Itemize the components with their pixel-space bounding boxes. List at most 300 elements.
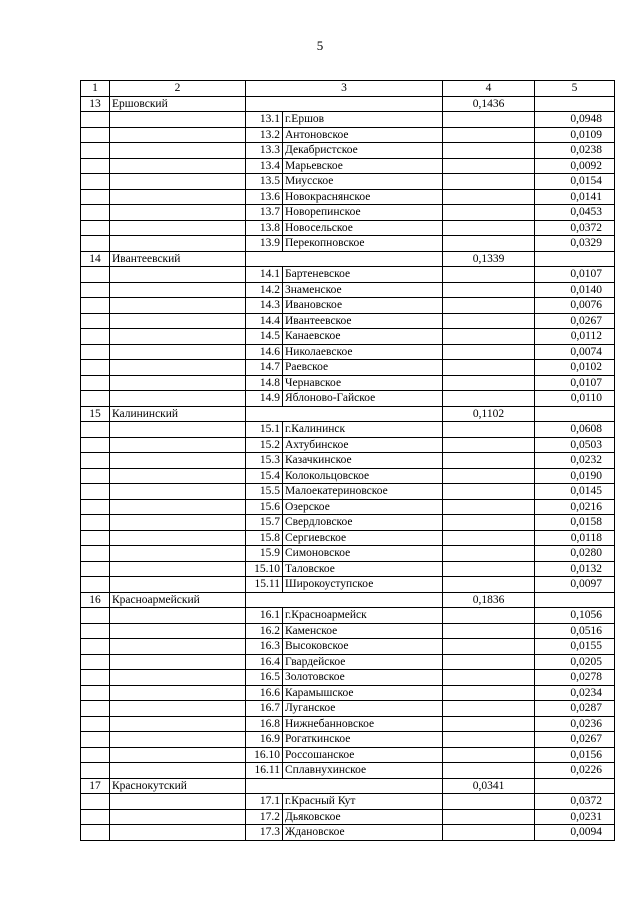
settlement-code: 13.5 bbox=[246, 174, 283, 190]
settlement-row bbox=[81, 220, 615, 236]
settlement-row bbox=[81, 158, 615, 174]
settlement-code: 13.2 bbox=[246, 127, 283, 143]
settlement-code: 17.3 bbox=[246, 825, 283, 841]
empty-cell bbox=[443, 546, 535, 562]
settlement-code: 14.1 bbox=[246, 267, 283, 283]
header-row bbox=[81, 81, 615, 97]
settlement-name: Ахтубинское bbox=[283, 437, 443, 453]
settlement-code: 14.6 bbox=[246, 344, 283, 360]
empty-cell bbox=[81, 143, 110, 159]
settlement-value: 0,0372 bbox=[535, 220, 615, 236]
settlement-name: Ивантеевское bbox=[283, 313, 443, 329]
settlement-value: 0,0280 bbox=[535, 546, 615, 562]
empty-cell bbox=[443, 329, 535, 345]
empty-cell bbox=[81, 391, 110, 407]
district-value: 0,1339 bbox=[443, 251, 535, 267]
empty-cell bbox=[81, 716, 110, 732]
empty-cell bbox=[110, 484, 246, 500]
empty-cell bbox=[110, 515, 246, 531]
settlement-name: Нижнебанновское bbox=[283, 716, 443, 732]
district-row bbox=[81, 406, 615, 422]
empty-cell bbox=[81, 189, 110, 205]
empty-cell bbox=[443, 654, 535, 670]
column-header: 4 bbox=[443, 81, 535, 97]
empty-cell bbox=[246, 96, 443, 112]
settlement-row bbox=[81, 143, 615, 159]
settlement-value: 0,0232 bbox=[535, 453, 615, 469]
settlement-row bbox=[81, 375, 615, 391]
settlement-value: 0,0372 bbox=[535, 794, 615, 810]
empty-cell bbox=[443, 623, 535, 639]
empty-cell bbox=[81, 809, 110, 825]
empty-cell bbox=[443, 158, 535, 174]
empty-cell bbox=[81, 499, 110, 515]
empty-cell bbox=[110, 313, 246, 329]
settlement-row bbox=[81, 112, 615, 128]
settlement-code: 15.7 bbox=[246, 515, 283, 531]
empty-cell bbox=[535, 592, 615, 608]
settlement-code: 16.7 bbox=[246, 701, 283, 717]
settlement-code: 13.4 bbox=[246, 158, 283, 174]
settlement-name: Ивановское bbox=[283, 298, 443, 314]
settlement-name: Перекопновское bbox=[283, 236, 443, 252]
district-value: 0,1102 bbox=[443, 406, 535, 422]
empty-cell bbox=[110, 546, 246, 562]
settlement-code: 15.3 bbox=[246, 453, 283, 469]
empty-cell bbox=[443, 282, 535, 298]
settlement-code: 15.8 bbox=[246, 530, 283, 546]
settlement-code: 15.9 bbox=[246, 546, 283, 562]
settlement-row bbox=[81, 468, 615, 484]
settlement-value: 0,0216 bbox=[535, 499, 615, 515]
settlement-code: 16.9 bbox=[246, 732, 283, 748]
empty-cell bbox=[246, 592, 443, 608]
settlement-code: 16.2 bbox=[246, 623, 283, 639]
settlement-value: 0,0097 bbox=[535, 577, 615, 593]
empty-cell bbox=[443, 747, 535, 763]
settlement-name: Сергиевское bbox=[283, 530, 443, 546]
empty-cell bbox=[110, 437, 246, 453]
settlement-code: 14.4 bbox=[246, 313, 283, 329]
district-name: Красноармейский bbox=[110, 592, 246, 608]
empty-cell bbox=[443, 236, 535, 252]
settlement-name: Гвардейское bbox=[283, 654, 443, 670]
settlement-value: 0,0110 bbox=[535, 391, 615, 407]
allocation-table bbox=[80, 80, 615, 841]
settlement-row bbox=[81, 747, 615, 763]
settlement-code: 17.2 bbox=[246, 809, 283, 825]
settlement-code: 15.5 bbox=[246, 484, 283, 500]
empty-cell bbox=[110, 747, 246, 763]
district-name: Ивантеевский bbox=[110, 251, 246, 267]
settlement-value: 0,0190 bbox=[535, 468, 615, 484]
settlement-row bbox=[81, 267, 615, 283]
settlement-name: Новосельское bbox=[283, 220, 443, 236]
settlement-value: 0,0948 bbox=[535, 112, 615, 128]
empty-cell bbox=[443, 143, 535, 159]
empty-cell bbox=[535, 96, 615, 112]
empty-cell bbox=[443, 360, 535, 376]
empty-cell bbox=[443, 484, 535, 500]
empty-cell bbox=[443, 468, 535, 484]
settlement-value: 0,0102 bbox=[535, 360, 615, 376]
empty-cell bbox=[110, 236, 246, 252]
settlement-value: 0,0158 bbox=[535, 515, 615, 531]
empty-cell bbox=[246, 778, 443, 794]
empty-cell bbox=[81, 701, 110, 717]
empty-cell bbox=[443, 267, 535, 283]
settlement-name: Золотовское bbox=[283, 670, 443, 686]
empty-cell bbox=[110, 701, 246, 717]
settlement-row bbox=[81, 654, 615, 670]
empty-cell bbox=[443, 205, 535, 221]
settlement-value: 0,0236 bbox=[535, 716, 615, 732]
empty-cell bbox=[81, 127, 110, 143]
empty-cell bbox=[443, 422, 535, 438]
empty-cell bbox=[81, 794, 110, 810]
empty-cell bbox=[81, 437, 110, 453]
settlement-row bbox=[81, 623, 615, 639]
settlement-value: 0,1056 bbox=[535, 608, 615, 624]
settlement-row bbox=[81, 499, 615, 515]
empty-cell bbox=[110, 143, 246, 159]
settlement-row bbox=[81, 329, 615, 345]
empty-cell bbox=[443, 701, 535, 717]
empty-cell bbox=[110, 654, 246, 670]
empty-cell bbox=[81, 236, 110, 252]
empty-cell bbox=[81, 329, 110, 345]
settlement-row bbox=[81, 205, 615, 221]
settlement-row bbox=[81, 716, 615, 732]
settlement-row bbox=[81, 189, 615, 205]
settlement-name: Бартеневское bbox=[283, 267, 443, 283]
empty-cell bbox=[443, 112, 535, 128]
settlement-name: Рогаткинское bbox=[283, 732, 443, 748]
settlement-value: 0,0140 bbox=[535, 282, 615, 298]
empty-cell bbox=[443, 716, 535, 732]
empty-cell bbox=[110, 639, 246, 655]
empty-cell bbox=[81, 422, 110, 438]
district-name: Краснокутский bbox=[110, 778, 246, 794]
empty-cell bbox=[81, 174, 110, 190]
empty-cell bbox=[110, 608, 246, 624]
empty-cell bbox=[81, 267, 110, 283]
empty-cell bbox=[443, 313, 535, 329]
page-number: 5 bbox=[316, 38, 324, 53]
empty-cell bbox=[110, 453, 246, 469]
empty-cell bbox=[443, 685, 535, 701]
empty-cell bbox=[535, 251, 615, 267]
settlement-row bbox=[81, 825, 615, 841]
empty-cell bbox=[443, 732, 535, 748]
settlement-name: Канаевское bbox=[283, 329, 443, 345]
settlement-row bbox=[81, 670, 615, 686]
settlement-code: 13.8 bbox=[246, 220, 283, 236]
empty-cell bbox=[443, 809, 535, 825]
empty-cell bbox=[443, 499, 535, 515]
empty-cell bbox=[81, 205, 110, 221]
settlement-row bbox=[81, 685, 615, 701]
district-name: Калининский bbox=[110, 406, 246, 422]
settlement-code: 14.3 bbox=[246, 298, 283, 314]
settlement-value: 0,0503 bbox=[535, 437, 615, 453]
empty-cell bbox=[81, 732, 110, 748]
empty-cell bbox=[110, 468, 246, 484]
settlement-name: Раевское bbox=[283, 360, 443, 376]
settlement-code: 16.1 bbox=[246, 608, 283, 624]
settlement-code: 15.2 bbox=[246, 437, 283, 453]
settlement-code: 16.11 bbox=[246, 763, 283, 779]
settlement-row bbox=[81, 282, 615, 298]
settlement-value: 0,0205 bbox=[535, 654, 615, 670]
empty-cell bbox=[110, 220, 246, 236]
settlement-value: 0,0156 bbox=[535, 747, 615, 763]
empty-cell bbox=[81, 360, 110, 376]
settlement-name: Колокольцовское bbox=[283, 468, 443, 484]
settlement-name: Луганское bbox=[283, 701, 443, 717]
settlement-value: 0,0231 bbox=[535, 809, 615, 825]
settlement-name: Карамышское bbox=[283, 685, 443, 701]
empty-cell bbox=[110, 298, 246, 314]
settlement-code: 16.8 bbox=[246, 716, 283, 732]
settlement-name: Чернавское bbox=[283, 375, 443, 391]
empty-cell bbox=[81, 344, 110, 360]
empty-cell bbox=[81, 654, 110, 670]
settlement-row bbox=[81, 484, 615, 500]
settlement-code: 16.4 bbox=[246, 654, 283, 670]
empty-cell bbox=[535, 778, 615, 794]
settlement-row bbox=[81, 236, 615, 252]
settlement-row bbox=[81, 360, 615, 376]
empty-cell bbox=[81, 530, 110, 546]
empty-cell bbox=[443, 530, 535, 546]
empty-cell bbox=[110, 189, 246, 205]
settlement-name: Яблоново-Гайское bbox=[283, 391, 443, 407]
empty-cell bbox=[110, 685, 246, 701]
settlement-row bbox=[81, 732, 615, 748]
empty-cell bbox=[81, 639, 110, 655]
settlement-row bbox=[81, 422, 615, 438]
empty-cell bbox=[443, 561, 535, 577]
settlement-value: 0,0278 bbox=[535, 670, 615, 686]
settlement-code: 17.1 bbox=[246, 794, 283, 810]
settlement-name: г.Красноармейск bbox=[283, 608, 443, 624]
settlement-name: Россошанское bbox=[283, 747, 443, 763]
district-value: 0,1436 bbox=[443, 96, 535, 112]
empty-cell bbox=[443, 794, 535, 810]
settlement-value: 0,0453 bbox=[535, 205, 615, 221]
district-row bbox=[81, 96, 615, 112]
empty-cell bbox=[246, 251, 443, 267]
empty-cell bbox=[110, 282, 246, 298]
settlement-value: 0,0112 bbox=[535, 329, 615, 345]
settlement-code: 14.9 bbox=[246, 391, 283, 407]
settlement-code: 14.8 bbox=[246, 375, 283, 391]
empty-cell bbox=[81, 546, 110, 562]
settlement-name: г.Красный Кут bbox=[283, 794, 443, 810]
empty-cell bbox=[110, 794, 246, 810]
settlement-row bbox=[81, 763, 615, 779]
empty-cell bbox=[110, 763, 246, 779]
settlement-row bbox=[81, 577, 615, 593]
empty-cell bbox=[110, 127, 246, 143]
empty-cell bbox=[443, 639, 535, 655]
empty-cell bbox=[81, 484, 110, 500]
settlement-value: 0,0234 bbox=[535, 685, 615, 701]
settlement-value: 0,0074 bbox=[535, 344, 615, 360]
settlement-name: г.Ершов bbox=[283, 112, 443, 128]
settlement-name: Таловское bbox=[283, 561, 443, 577]
empty-cell bbox=[443, 298, 535, 314]
empty-cell bbox=[81, 577, 110, 593]
empty-cell bbox=[110, 809, 246, 825]
empty-cell bbox=[443, 608, 535, 624]
settlement-code: 16.5 bbox=[246, 670, 283, 686]
column-header: 1 bbox=[81, 81, 110, 97]
empty-cell bbox=[110, 329, 246, 345]
empty-cell bbox=[110, 499, 246, 515]
settlement-row bbox=[81, 391, 615, 407]
settlement-name: Знаменское bbox=[283, 282, 443, 298]
settlement-name: Новокраснянское bbox=[283, 189, 443, 205]
empty-cell bbox=[443, 763, 535, 779]
settlement-row bbox=[81, 639, 615, 655]
empty-cell bbox=[110, 267, 246, 283]
settlement-row bbox=[81, 701, 615, 717]
settlement-value: 0,0107 bbox=[535, 267, 615, 283]
empty-cell bbox=[110, 561, 246, 577]
settlement-name: Высоковское bbox=[283, 639, 443, 655]
settlement-code: 14.7 bbox=[246, 360, 283, 376]
empty-cell bbox=[81, 468, 110, 484]
empty-cell bbox=[81, 158, 110, 174]
empty-cell bbox=[443, 375, 535, 391]
empty-cell bbox=[81, 608, 110, 624]
settlement-value: 0,0154 bbox=[535, 174, 615, 190]
settlement-code: 15.10 bbox=[246, 561, 283, 577]
settlement-name: Новорепинское bbox=[283, 205, 443, 221]
empty-cell bbox=[443, 825, 535, 841]
district-name: Ершовский bbox=[110, 96, 246, 112]
empty-cell bbox=[81, 825, 110, 841]
empty-cell bbox=[110, 174, 246, 190]
empty-cell bbox=[443, 670, 535, 686]
empty-cell bbox=[81, 747, 110, 763]
settlement-name: Антоновское bbox=[283, 127, 443, 143]
settlement-name: Казачкинское bbox=[283, 453, 443, 469]
empty-cell bbox=[81, 561, 110, 577]
empty-cell bbox=[81, 515, 110, 531]
settlement-row bbox=[81, 453, 615, 469]
settlement-row bbox=[81, 344, 615, 360]
empty-cell bbox=[246, 406, 443, 422]
empty-cell bbox=[110, 205, 246, 221]
settlement-row bbox=[81, 561, 615, 577]
settlement-code: 16.6 bbox=[246, 685, 283, 701]
empty-cell bbox=[81, 623, 110, 639]
empty-cell bbox=[443, 391, 535, 407]
empty-cell bbox=[110, 422, 246, 438]
district-number: 15 bbox=[81, 406, 110, 422]
empty-cell bbox=[81, 453, 110, 469]
settlement-code: 13.1 bbox=[246, 112, 283, 128]
empty-cell bbox=[110, 344, 246, 360]
settlement-name: Широкоуступское bbox=[283, 577, 443, 593]
settlement-value: 0,0145 bbox=[535, 484, 615, 500]
district-number: 14 bbox=[81, 251, 110, 267]
empty-cell bbox=[443, 577, 535, 593]
settlement-code: 13.9 bbox=[246, 236, 283, 252]
district-number: 17 bbox=[81, 778, 110, 794]
empty-cell bbox=[443, 453, 535, 469]
settlement-name: Ждановское bbox=[283, 825, 443, 841]
settlement-code: 13.3 bbox=[246, 143, 283, 159]
settlement-name: Симоновское bbox=[283, 546, 443, 562]
settlement-value: 0,0329 bbox=[535, 236, 615, 252]
settlement-name: Сплавнухинское bbox=[283, 763, 443, 779]
empty-cell bbox=[110, 732, 246, 748]
settlement-name: Свердловское bbox=[283, 515, 443, 531]
empty-cell bbox=[110, 623, 246, 639]
district-value: 0,0341 bbox=[443, 778, 535, 794]
settlement-row bbox=[81, 515, 615, 531]
empty-cell bbox=[110, 360, 246, 376]
column-header: 3 bbox=[246, 81, 443, 97]
settlement-name: Малоекатериновское bbox=[283, 484, 443, 500]
district-value: 0,1836 bbox=[443, 592, 535, 608]
settlement-value: 0,0118 bbox=[535, 530, 615, 546]
empty-cell bbox=[81, 763, 110, 779]
settlement-value: 0,0092 bbox=[535, 158, 615, 174]
settlement-name: Озерское bbox=[283, 499, 443, 515]
column-header: 2 bbox=[110, 81, 246, 97]
settlement-name: Каменское bbox=[283, 623, 443, 639]
empty-cell bbox=[535, 406, 615, 422]
settlement-row bbox=[81, 174, 615, 190]
settlement-name: г.Калининск bbox=[283, 422, 443, 438]
settlement-value: 0,0141 bbox=[535, 189, 615, 205]
empty-cell bbox=[443, 437, 535, 453]
empty-cell bbox=[110, 825, 246, 841]
settlement-row bbox=[81, 794, 615, 810]
settlement-name: Дьяковское bbox=[283, 809, 443, 825]
settlement-value: 0,0267 bbox=[535, 732, 615, 748]
empty-cell bbox=[443, 515, 535, 531]
settlement-code: 16.10 bbox=[246, 747, 283, 763]
settlement-value: 0,0516 bbox=[535, 623, 615, 639]
settlement-value: 0,0132 bbox=[535, 561, 615, 577]
column-header: 5 bbox=[535, 81, 615, 97]
settlement-value: 0,0238 bbox=[535, 143, 615, 159]
empty-cell bbox=[81, 298, 110, 314]
settlement-name: Декабристское bbox=[283, 143, 443, 159]
empty-cell bbox=[110, 577, 246, 593]
settlement-row bbox=[81, 530, 615, 546]
empty-cell bbox=[443, 220, 535, 236]
settlement-code: 14.5 bbox=[246, 329, 283, 345]
empty-cell bbox=[110, 716, 246, 732]
empty-cell bbox=[81, 313, 110, 329]
settlement-row bbox=[81, 809, 615, 825]
empty-cell bbox=[81, 670, 110, 686]
empty-cell bbox=[81, 112, 110, 128]
empty-cell bbox=[110, 530, 246, 546]
settlement-value: 0,0107 bbox=[535, 375, 615, 391]
empty-cell bbox=[443, 189, 535, 205]
empty-cell bbox=[110, 112, 246, 128]
settlement-row bbox=[81, 313, 615, 329]
empty-cell bbox=[110, 375, 246, 391]
